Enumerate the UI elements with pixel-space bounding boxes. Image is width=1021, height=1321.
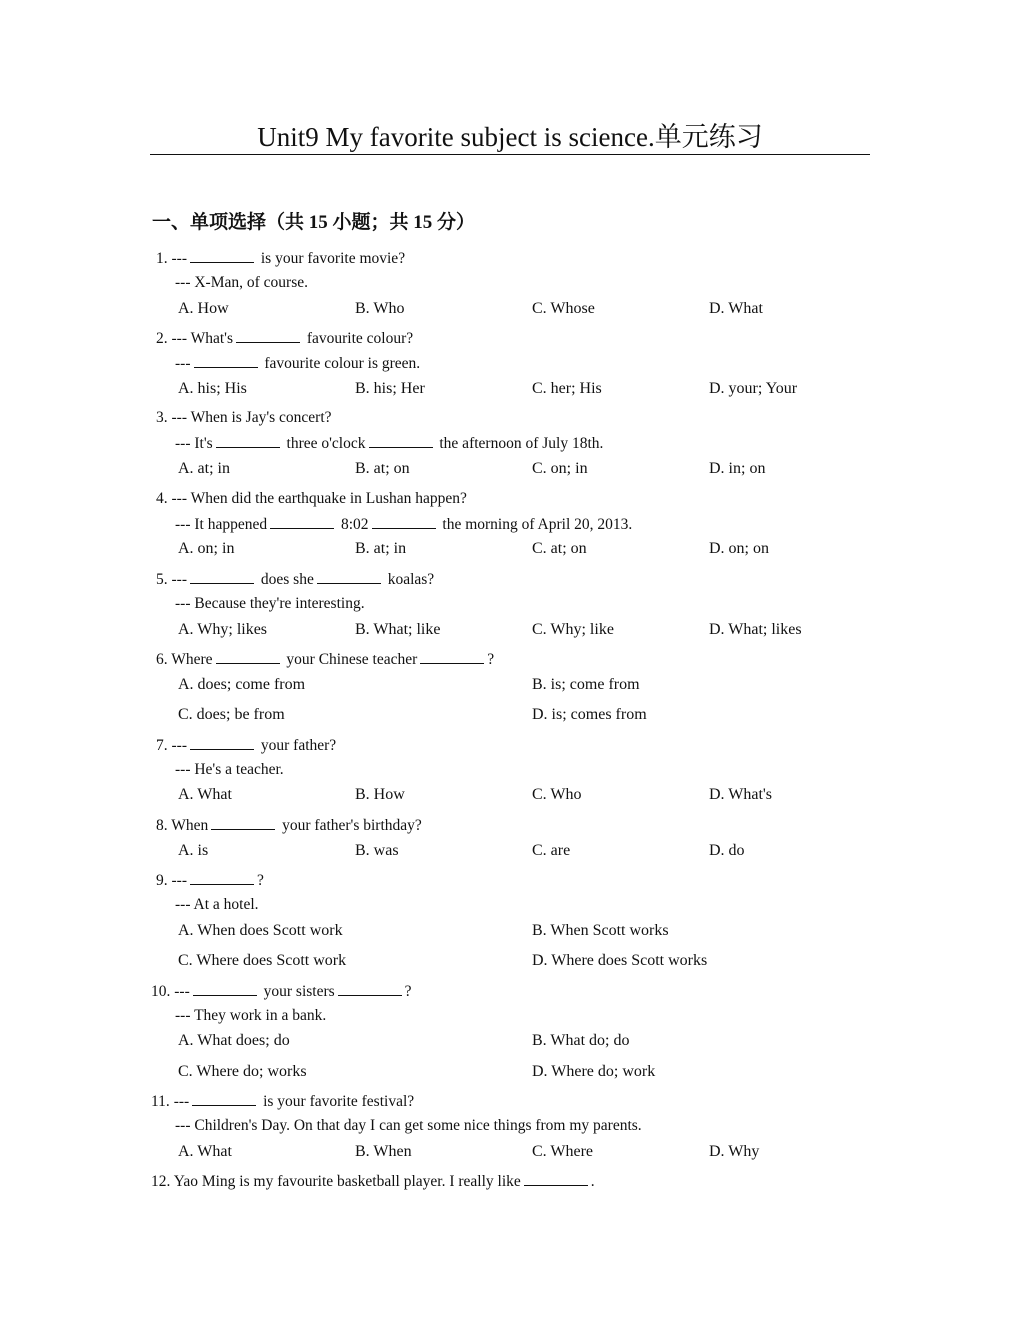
- option-a: A. When does Scott work: [178, 922, 343, 939]
- question-text: --- It happened: [175, 516, 268, 533]
- answer-blank: [338, 981, 402, 996]
- question-2-line-2: [175, 353, 420, 374]
- question-11-line-2: --- Children's Day. On that day I can get some nice things from my parents.: [175, 1117, 642, 1134]
- question-text: ?: [404, 983, 412, 1000]
- option-c: C. Where do; works: [178, 1063, 307, 1080]
- page-title: Unit9 My favorite subject is science.单元练习: [150, 120, 870, 155]
- question-8-line-1: [156, 815, 422, 836]
- question-text: three o'clock: [286, 435, 366, 452]
- option-d: D. What: [709, 300, 763, 317]
- option-c: C. does; be from: [178, 706, 285, 723]
- option-a: A. What: [178, 786, 232, 803]
- answer-blank: [270, 514, 334, 529]
- question-9-line-1: [156, 870, 264, 891]
- question-text: 8:02: [340, 516, 369, 533]
- option-c: C. Where does Scott work: [178, 952, 347, 969]
- option-d: D. is; comes from: [532, 706, 647, 723]
- question-3-line-1: [156, 408, 332, 428]
- question-text: ---: [174, 983, 190, 1000]
- option-d: D. Where do; work: [532, 1063, 656, 1080]
- question-text: ?: [257, 872, 264, 889]
- question-11-line-1: [151, 1091, 414, 1112]
- answer-blank: [369, 433, 433, 448]
- question-text: When: [171, 817, 209, 834]
- question-number: 2.: [156, 330, 168, 347]
- option-c: C. at; on: [532, 540, 587, 557]
- option-d: D. What; likes: [709, 621, 802, 638]
- option-d: D. in; on: [709, 460, 766, 477]
- question-number: 11.: [151, 1093, 170, 1110]
- option-d: D. Where does Scott works: [532, 952, 708, 969]
- question-text: your sisters: [263, 983, 335, 1000]
- answer-blank: [190, 248, 254, 263]
- option-a: A. What: [178, 1143, 232, 1160]
- option-a: A. at; in: [178, 460, 230, 477]
- option-a: A. his; His: [178, 380, 247, 397]
- question-text: does she: [260, 571, 314, 588]
- question-text: Yao Ming is my favourite basketball player. I really like: [173, 1173, 521, 1190]
- answer-blank: [216, 649, 280, 664]
- answer-blank: [190, 569, 254, 584]
- question-text: ---: [171, 737, 187, 754]
- answer-blank: [194, 353, 258, 368]
- question-text: the afternoon of July 18th.: [439, 435, 604, 452]
- option-b: B. What; like: [355, 621, 441, 638]
- section-heading: 一、单项选择（共 15 小题；共 15 分）: [152, 212, 476, 233]
- question-2-line-1: [156, 328, 413, 349]
- question-number: 10.: [151, 983, 171, 1000]
- answer-blank: [216, 433, 280, 448]
- question-text: is your favorite festival?: [263, 1093, 415, 1110]
- option-c: C. Who: [532, 786, 582, 803]
- question-4-line-2: [175, 514, 632, 535]
- option-b: B. How: [355, 786, 405, 803]
- option-c: C. on; in: [532, 460, 588, 477]
- question-number: 9.: [156, 872, 168, 889]
- option-a: A. How: [178, 300, 229, 317]
- answer-blank: [190, 735, 254, 750]
- option-a: A. is: [178, 842, 209, 859]
- question-number: 5.: [156, 571, 168, 588]
- option-d: D. Why: [709, 1143, 760, 1160]
- answer-blank: [211, 815, 275, 830]
- question-text: your father's birthday?: [282, 817, 422, 834]
- question-text: favourite colour is green.: [264, 355, 421, 372]
- question-5-line-1: [156, 569, 434, 590]
- option-b: B. is; come from: [532, 676, 640, 693]
- option-b: B. Who: [355, 300, 405, 317]
- answer-blank: [420, 649, 484, 664]
- question-10-line-1: [151, 981, 412, 1002]
- question-number: 4.: [156, 490, 168, 507]
- option-a: A. on; in: [178, 540, 235, 557]
- option-d: D. your; Your: [709, 380, 798, 397]
- option-b: B. at; in: [355, 540, 407, 557]
- option-c: C. are: [532, 842, 571, 859]
- question-text: --- When did the earthquake in Lushan happen?: [171, 490, 467, 507]
- question-text: Where: [171, 651, 213, 668]
- answer-blank: [317, 569, 381, 584]
- answer-blank: [193, 981, 257, 996]
- option-b: B. was: [355, 842, 399, 859]
- option-a: A. What does; do: [178, 1032, 290, 1049]
- question-7-line-2: --- He's a teacher.: [175, 761, 284, 778]
- question-1-line-1: [156, 248, 405, 269]
- question-number: 8.: [156, 817, 168, 834]
- question-text: your father?: [260, 737, 337, 754]
- answer-blank: [524, 1171, 588, 1186]
- question-number: 3.: [156, 409, 168, 426]
- answer-blank: [192, 1091, 256, 1106]
- question-number: 1.: [156, 250, 168, 267]
- option-c: C. Why; like: [532, 621, 614, 638]
- question-number: 12.: [151, 1173, 171, 1190]
- option-d: D. What's: [709, 786, 773, 803]
- option-b: B. What do; do: [532, 1032, 630, 1049]
- question-text: --- When is Jay's concert?: [171, 409, 332, 426]
- question-text: is your favorite movie?: [260, 250, 406, 267]
- question-text: koalas?: [387, 571, 435, 588]
- option-a: A. does; come from: [178, 676, 306, 693]
- question-1-line-2: --- X-Man, of course.: [175, 274, 308, 291]
- question-text: --- It's: [175, 435, 213, 452]
- question-4-line-1: [156, 489, 467, 509]
- option-b: B. When: [355, 1143, 412, 1160]
- question-number: 6.: [156, 651, 168, 668]
- answer-blank: [372, 514, 436, 529]
- question-text: ---: [171, 571, 187, 588]
- option-d: D. on; on: [709, 540, 769, 557]
- question-text: ---: [173, 1093, 190, 1110]
- question-3-line-2: [175, 433, 603, 454]
- question-text: ---: [171, 872, 187, 889]
- answer-blank: [236, 328, 300, 343]
- answer-blank: [190, 870, 254, 885]
- option-b: B. When Scott works: [532, 922, 669, 939]
- question-text: favourite colour?: [306, 330, 414, 347]
- question-text: ?: [487, 651, 495, 668]
- option-d: D. do: [709, 842, 745, 859]
- question-12-line-1: [151, 1171, 595, 1192]
- option-c: C. her; His: [532, 380, 602, 397]
- option-b: B. at; on: [355, 460, 410, 477]
- question-number: 7.: [156, 737, 168, 754]
- question-text: your Chinese teacher: [286, 651, 418, 668]
- question-text: --- What's: [171, 330, 233, 347]
- option-a: A. Why; likes: [178, 621, 268, 638]
- option-c: C. Where: [532, 1143, 594, 1160]
- question-10-line-2: --- They work in a bank.: [175, 1007, 327, 1024]
- question-5-line-2: --- Because they're interesting.: [175, 595, 365, 612]
- question-7-line-1: [156, 735, 336, 756]
- question-text: ---: [175, 355, 191, 372]
- question-text: ---: [171, 250, 187, 267]
- question-6-line-1: [156, 649, 494, 670]
- question-9-line-2: --- At a hotel.: [175, 896, 259, 913]
- option-b: B. his; Her: [355, 380, 425, 397]
- option-c: C. Whose: [532, 300, 595, 317]
- question-text: the morning of April 20, 2013.: [442, 516, 633, 533]
- question-text: .: [590, 1173, 595, 1190]
